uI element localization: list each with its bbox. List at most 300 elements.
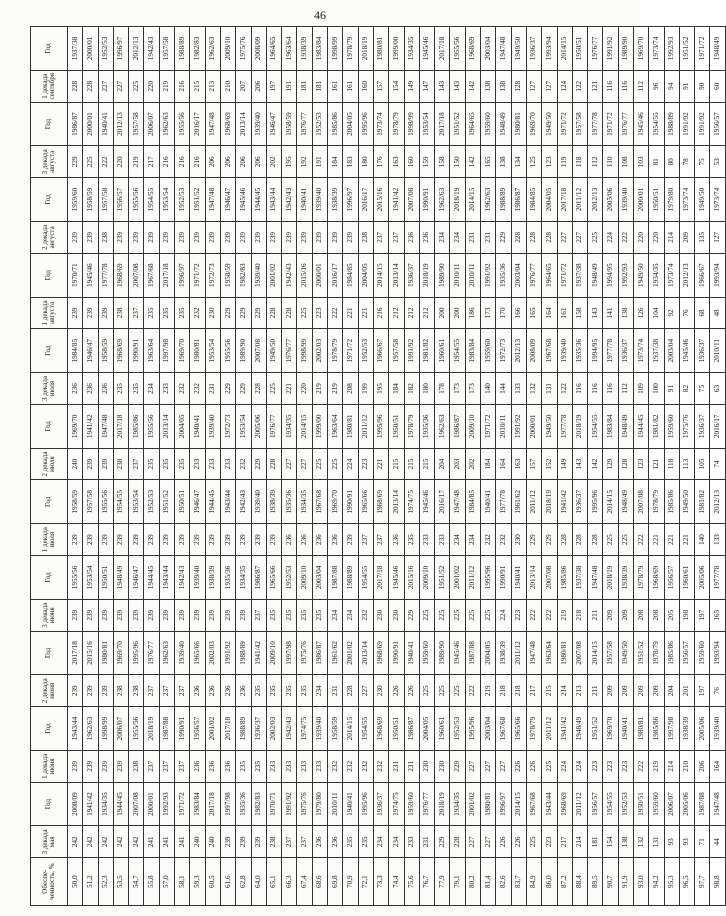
probability-cell: 81,4 <box>481 858 496 906</box>
value-cell: 236 <box>404 221 419 253</box>
value-cell: 206 <box>251 70 266 102</box>
year-cell: 1973/74 <box>679 178 694 222</box>
value-cell: 210 <box>679 750 694 782</box>
year-cell: 1948/49 <box>496 102 511 146</box>
year-cell: 1992/93 <box>159 782 174 826</box>
value-cell: 239 <box>251 524 266 556</box>
value-cell: 236 <box>312 524 327 556</box>
probability-cell: 98,8 <box>710 858 725 906</box>
value-cell: 219 <box>328 373 343 405</box>
value-cell: 239 <box>129 221 144 253</box>
value-cell: 220 <box>649 221 664 253</box>
value-cell: 217 <box>526 675 541 707</box>
value-cell: 224 <box>603 221 618 253</box>
year-cell: 1992/93 <box>618 253 633 297</box>
year-cell: 1982/83 <box>251 782 266 826</box>
value-cell: 217 <box>144 146 159 178</box>
year-cell: 2017/18 <box>113 404 128 448</box>
table-row <box>664 27 679 906</box>
probability-cell: 67,4 <box>297 858 312 906</box>
column-header: Год <box>31 404 68 448</box>
value-cell: 234 <box>144 373 159 405</box>
value-cell: 239 <box>205 599 220 631</box>
year-cell: 1989/90 <box>435 631 450 675</box>
value-cell: 208 <box>649 599 664 631</box>
year-cell: 1986/87 <box>404 707 419 751</box>
year-cell: 2013/14 <box>358 631 373 675</box>
table-row <box>266 27 281 906</box>
value-cell: 239 <box>205 524 220 556</box>
year-cell: 1991/92 <box>679 102 694 146</box>
year-cell: 1945/46 <box>679 329 694 373</box>
year-cell: 1990/91 <box>389 631 404 675</box>
year-cell: 1962/63 <box>205 27 220 71</box>
year-cell: 2009/10 <box>297 556 312 600</box>
year-cell: 1947/48 <box>450 480 465 524</box>
value-cell: 233 <box>190 448 205 480</box>
year-cell: 1949/50 <box>542 404 557 448</box>
value-cell: 125 <box>526 146 541 178</box>
year-cell: 2012/13 <box>588 178 603 222</box>
value-cell: 123 <box>542 146 557 178</box>
year-cell: 1960/61 <box>679 556 694 600</box>
value-cell: 78 <box>679 146 694 178</box>
year-cell: 1980/81 <box>481 782 496 826</box>
year-cell: 1968/69 <box>113 253 128 297</box>
year-cell: 1995/96 <box>358 102 373 146</box>
year-cell: 1967/68 <box>496 707 511 751</box>
table-row <box>236 27 251 906</box>
year-cell: 1953/54 <box>83 556 98 600</box>
year-cell: 1976/77 <box>144 631 159 675</box>
year-cell: 1938/39 <box>297 27 312 71</box>
value-cell: 227 <box>358 675 373 707</box>
value-cell: 229 <box>236 297 251 329</box>
value-cell: 237 <box>358 524 373 556</box>
year-cell: 1964/65 <box>465 102 480 146</box>
value-cell: 211 <box>588 599 603 631</box>
year-cell: 1941/42 <box>557 707 572 751</box>
year-cell: 1943/44 <box>266 178 281 222</box>
year-cell: 1947/48 <box>526 631 541 675</box>
value-cell: 234 <box>389 826 404 858</box>
value-cell: 208 <box>633 599 648 631</box>
value-cell: 212 <box>404 297 419 329</box>
value-cell: 202 <box>266 146 281 178</box>
year-cell: 1996/97 <box>113 27 128 71</box>
year-cell: 1980/81 <box>633 707 648 751</box>
year-cell: 1983/84 <box>190 782 205 826</box>
value-cell: 96 <box>649 70 664 102</box>
year-cell: 2013/14 <box>389 480 404 524</box>
value-cell: 118 <box>572 146 587 178</box>
table-row <box>312 27 327 906</box>
value-cell: 116 <box>603 70 618 102</box>
year-cell: 1959/60 <box>481 329 496 373</box>
year-cell: 1946/47 <box>266 102 281 146</box>
year-cell: 2000/01 <box>312 253 327 297</box>
value-cell: 220 <box>633 221 648 253</box>
value-cell: 60 <box>710 70 725 102</box>
year-cell: 2003/04 <box>511 253 526 297</box>
value-cell: 232 <box>328 750 343 782</box>
value-cell: 143 <box>435 70 450 102</box>
year-cell: 1934/35 <box>282 404 297 448</box>
year-cell: 1972/73 <box>220 404 235 448</box>
value-cell: 112 <box>588 146 603 178</box>
value-cell: 235 <box>251 750 266 782</box>
year-cell: 1971/72 <box>190 253 205 297</box>
value-cell: 173 <box>465 373 480 405</box>
value-cell: 225 <box>328 448 343 480</box>
year-cell: 1935/36 <box>282 480 297 524</box>
value-cell: 204 <box>664 675 679 707</box>
column-header: Год <box>31 178 68 222</box>
value-cell: 215 <box>542 675 557 707</box>
value-cell: 229 <box>496 221 511 253</box>
year-cell: 1968/69 <box>373 480 388 524</box>
year-cell: 1939/40 <box>710 707 725 751</box>
year-cell: 1959/60 <box>649 782 664 826</box>
year-cell: 1950/51 <box>572 27 587 71</box>
year-cell: 1955/56 <box>144 404 159 448</box>
table-row <box>404 27 419 906</box>
year-cell: 1963/64 <box>328 404 343 448</box>
value-cell: 236 <box>220 675 235 707</box>
value-cell: 223 <box>542 826 557 858</box>
value-cell: 237 <box>297 826 312 858</box>
year-cell: 1952/53 <box>144 480 159 524</box>
year-cell: 1951/52 <box>435 556 450 600</box>
value-cell: 213 <box>205 70 220 102</box>
year-cell: 1975/76 <box>236 27 251 71</box>
year-cell: 2001/02 <box>343 631 358 675</box>
value-cell: 232 <box>481 524 496 556</box>
year-cell: 2017/18 <box>557 178 572 222</box>
year-cell: 1977/78 <box>588 102 603 146</box>
year-cell: 1954/55 <box>450 329 465 373</box>
value-cell: 227 <box>481 826 496 858</box>
value-cell: 231 <box>419 826 434 858</box>
year-cell: 1945/46 <box>389 556 404 600</box>
value-cell: 242 <box>83 826 98 858</box>
year-cell: 1987/88 <box>328 556 343 600</box>
value-cell: 221 <box>343 297 358 329</box>
year-cell: 1938/39 <box>328 178 343 222</box>
year-cell: 2015/16 <box>373 178 388 222</box>
value-cell: 90 <box>695 70 710 102</box>
value-cell: 239 <box>266 524 281 556</box>
year-cell: 1968/69 <box>373 631 388 675</box>
value-cell: 116 <box>618 70 633 102</box>
year-cell: 1972/73 <box>496 329 511 373</box>
year-cell: 1976/77 <box>618 102 633 146</box>
value-cell: 239 <box>83 750 98 782</box>
value-cell: 239 <box>251 826 266 858</box>
year-cell: 1995/96 <box>465 707 480 751</box>
value-cell: 235 <box>175 297 190 329</box>
column-header: 3 декада августа <box>31 146 68 178</box>
value-cell: 200 <box>435 297 450 329</box>
value-cell: 222 <box>618 221 633 253</box>
value-cell: 227 <box>282 448 297 480</box>
value-cell: 235 <box>404 524 419 556</box>
year-cell: 1980/81 <box>190 329 205 373</box>
year-cell: 2011/12 <box>572 782 587 826</box>
value-cell: 225 <box>465 599 480 631</box>
value-cell: 235 <box>159 448 174 480</box>
value-cell: 126 <box>633 297 648 329</box>
probability-cell: 75,6 <box>404 858 419 906</box>
value-cell: 204 <box>435 448 450 480</box>
value-cell: 230 <box>373 599 388 631</box>
year-cell: 1990/91 <box>496 556 511 600</box>
value-cell: 149 <box>404 70 419 102</box>
year-cell: 1955/56 <box>175 102 190 146</box>
value-cell: 218 <box>511 675 526 707</box>
value-cell: 239 <box>113 524 128 556</box>
year-cell: 1991/92 <box>220 631 235 675</box>
value-cell: 219 <box>129 146 144 178</box>
value-cell: 228 <box>572 524 587 556</box>
value-cell: 195 <box>282 146 297 178</box>
value-cell: 228 <box>542 221 557 253</box>
year-cell: 1971/72 <box>175 782 190 826</box>
year-cell: 1937/38 <box>572 253 587 297</box>
value-cell: 236 <box>312 826 327 858</box>
year-cell: 1952/53 <box>618 782 633 826</box>
year-cell: 2010/11 <box>710 329 725 373</box>
year-cell: 1952/53 <box>175 178 190 222</box>
year-cell: 1969/70 <box>175 329 190 373</box>
value-cell: 81 <box>649 146 664 178</box>
column-header: Год <box>31 480 68 524</box>
year-cell: 2011/12 <box>572 178 587 222</box>
table-row <box>435 27 450 906</box>
year-cell: 1949/50 <box>695 178 710 222</box>
value-cell: 138 <box>481 70 496 102</box>
probability-cell: 95,3 <box>664 858 679 906</box>
probability-cell: 51,2 <box>83 858 98 906</box>
value-cell: 223 <box>358 448 373 480</box>
value-cell: 233 <box>404 826 419 858</box>
year-cell: 1976/77 <box>282 329 297 373</box>
year-cell: 1936/37 <box>251 707 266 751</box>
year-cell: 2018/19 <box>419 253 434 297</box>
value-cell: 235 <box>251 675 266 707</box>
value-cell: 232 <box>358 599 373 631</box>
column-header: 2 декада июля <box>31 448 68 480</box>
year-cell: 1954/55 <box>358 556 373 600</box>
probability-cell: 96,5 <box>679 858 694 906</box>
year-cell: 2000/01 <box>83 102 98 146</box>
year-cell: 1937/38 <box>649 329 664 373</box>
value-cell: 199 <box>358 373 373 405</box>
value-cell: 228 <box>251 373 266 405</box>
table-header-row <box>31 27 68 906</box>
value-cell: 219 <box>481 675 496 707</box>
value-cell: 228 <box>68 70 83 102</box>
table-row <box>343 27 358 906</box>
year-cell: 1988/89 <box>343 556 358 600</box>
year-cell: 1962/63 <box>481 178 496 222</box>
year-cell: 1950/51 <box>98 556 113 600</box>
year-cell: 2005/06 <box>251 404 266 448</box>
year-cell: 1945/46 <box>419 27 434 71</box>
column-header: Год <box>31 707 68 751</box>
year-cell: 1962/63 <box>435 178 450 222</box>
value-cell: 239 <box>68 297 83 329</box>
value-cell: 225 <box>526 826 541 858</box>
year-cell: 2014/15 <box>343 707 358 751</box>
value-cell: 241 <box>144 826 159 858</box>
value-cell: 239 <box>190 599 205 631</box>
value-cell: 183 <box>343 146 358 178</box>
value-cell: 239 <box>83 221 98 253</box>
year-cell: 1939/40 <box>557 329 572 373</box>
year-cell: 1959/60 <box>68 178 83 222</box>
value-cell: 121 <box>588 70 603 102</box>
column-header: 1 декада августа <box>31 297 68 329</box>
year-cell: 2012/13 <box>113 102 128 146</box>
value-cell: 221 <box>358 297 373 329</box>
year-cell: 1941/42 <box>251 631 266 675</box>
probability-cell: 90,7 <box>603 858 618 906</box>
year-cell: 1987/88 <box>465 631 480 675</box>
value-cell: 231 <box>389 750 404 782</box>
value-cell: 239 <box>83 675 98 707</box>
year-cell: 2011/12 <box>465 556 480 600</box>
table-row <box>481 27 496 906</box>
value-cell: 163 <box>511 448 526 480</box>
column-header: 1 декада июня <box>31 750 68 782</box>
value-cell: 236 <box>297 524 312 556</box>
year-cell: 2010/11 <box>465 253 480 297</box>
year-cell: 2012/13 <box>129 27 144 71</box>
value-cell: 234 <box>465 524 480 556</box>
value-cell: 132 <box>526 373 541 405</box>
table-row <box>511 27 526 906</box>
value-cell: 226 <box>511 826 526 858</box>
value-cell: 216 <box>175 70 190 102</box>
probability-cell: 62,8 <box>236 858 251 906</box>
year-cell: 2018/19 <box>435 782 450 826</box>
year-cell: 1947/48 <box>496 27 511 71</box>
value-cell: 203 <box>450 448 465 480</box>
value-cell: 220 <box>144 70 159 102</box>
year-cell: 1940/41 <box>297 178 312 222</box>
value-cell: 159 <box>419 146 434 178</box>
value-cell: 239 <box>98 448 113 480</box>
year-cell: 1975/76 <box>297 782 312 826</box>
year-cell: 1973/74 <box>664 253 679 297</box>
value-cell: 239 <box>113 221 128 253</box>
value-cell: 231 <box>465 221 480 253</box>
value-cell: 160 <box>358 70 373 102</box>
year-cell: 2004/05 <box>542 178 557 222</box>
year-cell: 1981/82 <box>649 404 664 448</box>
value-cell: 223 <box>618 750 633 782</box>
value-cell: 238 <box>98 221 113 253</box>
year-cell: 1942/43 <box>236 480 251 524</box>
value-cell: 237 <box>251 599 266 631</box>
table-row <box>572 27 587 906</box>
value-cell: 238 <box>358 221 373 253</box>
value-cell: 181 <box>312 70 327 102</box>
value-cell: 71 <box>695 826 710 858</box>
value-cell: 236 <box>83 373 98 405</box>
year-cell: 2017/18 <box>373 556 388 600</box>
value-cell: 235 <box>144 448 159 480</box>
year-cell: 1969/70 <box>113 631 128 675</box>
value-cell: 237 <box>144 675 159 707</box>
value-cell: 239 <box>220 524 235 556</box>
year-cell: 1991/92 <box>404 329 419 373</box>
value-cell: 216 <box>373 297 388 329</box>
year-cell: 1948/49 <box>113 556 128 600</box>
value-cell: 224 <box>496 599 511 631</box>
year-cell: 1948/49 <box>572 707 587 751</box>
year-cell: 1944/45 <box>113 782 128 826</box>
year-cell: 1968/69 <box>465 27 480 71</box>
year-cell: 1951/52 <box>159 480 174 524</box>
probability-cell: 80,2 <box>465 858 480 906</box>
year-cell: 2018/19 <box>450 178 465 222</box>
column-header: Год <box>31 102 68 146</box>
value-cell: 229 <box>68 146 83 178</box>
value-cell: 237 <box>175 750 190 782</box>
year-cell: 1942/43 <box>282 707 297 751</box>
year-cell: 1941/42 <box>389 178 404 222</box>
year-cell: 1946/47 <box>190 480 205 524</box>
year-cell: 1958/59 <box>282 102 297 146</box>
probability-cell: 97,7 <box>695 858 710 906</box>
value-cell: 110 <box>603 146 618 178</box>
value-cell: 239 <box>236 524 251 556</box>
value-cell: 239 <box>236 826 251 858</box>
year-cell: 1990/91 <box>129 329 144 373</box>
table-row <box>205 27 220 906</box>
value-cell: 214 <box>664 750 679 782</box>
value-cell: 235 <box>144 297 159 329</box>
year-cell: 1951/52 <box>633 631 648 675</box>
probability-cell: 83,7 <box>511 858 526 906</box>
value-cell: 235 <box>129 373 144 405</box>
probability-cell: 91,9 <box>618 858 633 906</box>
year-cell: 1954/55 <box>588 404 603 448</box>
year-cell: 1994/95 <box>588 329 603 373</box>
year-cell: 2001/02 <box>465 782 480 826</box>
value-cell: 221 <box>679 524 694 556</box>
value-cell: 235 <box>159 297 174 329</box>
year-cell: 1940/41 <box>190 404 205 448</box>
year-cell: 2010/11 <box>328 782 343 826</box>
value-cell: 232 <box>175 373 190 405</box>
year-cell: 1936/37 <box>695 404 710 448</box>
probability-cell: 82,6 <box>496 858 511 906</box>
value-cell: 123 <box>633 448 648 480</box>
page-number: 46 <box>314 8 326 22</box>
value-cell: 118 <box>664 448 679 480</box>
value-cell: 239 <box>68 750 83 782</box>
year-cell: 2009/10 <box>465 404 480 448</box>
value-cell: 239 <box>98 750 113 782</box>
value-cell: 104 <box>649 297 664 329</box>
year-cell: 2005/06 <box>679 782 694 826</box>
value-cell: 242 <box>98 826 113 858</box>
year-cell: 1945/46 <box>236 178 251 222</box>
value-cell: 94 <box>664 70 679 102</box>
